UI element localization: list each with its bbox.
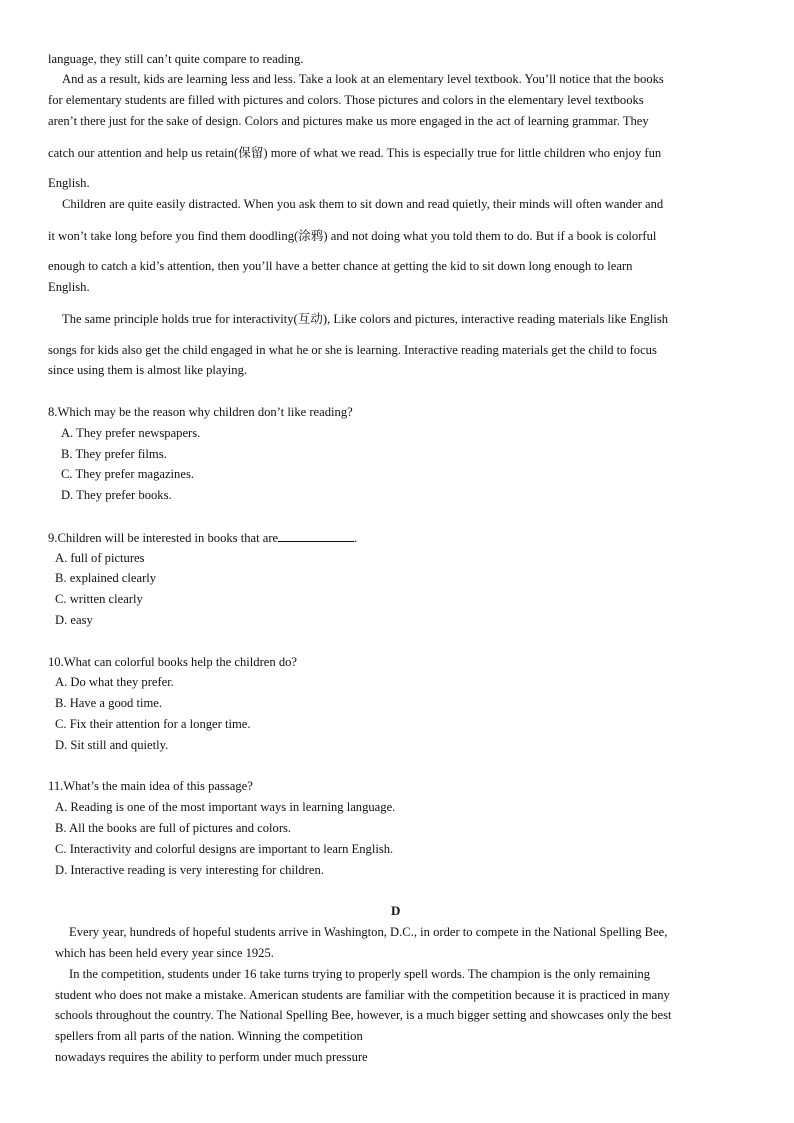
passage-line: English. — [48, 280, 90, 294]
passage-line: In the competition, students under 16 take turns trying to properly spell words. The champion is the only remaining — [69, 967, 651, 981]
question-stem-end: . — [354, 531, 358, 545]
question-stem: 8.Which may be the reason why children don’t like reading? — [48, 405, 353, 419]
option-b: B. explained clearly — [55, 571, 157, 585]
passage-line: it won’t take long before you find them doodling(涂鸦) and not doing what you told them to do. But if a book is colorful — [48, 229, 657, 243]
passage-line: The same principle holds true for interactivity(互动), Like colors and pictures, interactive reading materials like English — [62, 312, 669, 326]
section-heading: D — [391, 903, 401, 918]
passage-line: student who does not make a mistake. American students are familiar with the competition because it is practiced in many — [55, 988, 670, 1002]
option-c: C. Interactivity and colorful designs are important to learn English. — [55, 842, 394, 856]
passage-line: schools throughout the country. The National Spelling Bee, however, is a much bigger setting and showcases only the best — [55, 1008, 672, 1022]
passage-line: Every year, hundreds of hopeful students arrive in Washington, D.C., in order to compete in the National Spelling Bee, — [69, 925, 668, 939]
passage-line: for elementary students are filled with pictures and colors. Those pictures and colors in the elementary level textbooks — [48, 93, 644, 107]
option-d: D. They prefer books. — [61, 488, 172, 502]
answer-blank — [278, 529, 354, 542]
option-d: D. easy — [55, 613, 93, 627]
option-c: C. Fix their attention for a longer time. — [55, 717, 251, 731]
option-d: D. Interactive reading is very interesting for children. — [55, 863, 324, 877]
question-stem — [48, 529, 357, 546]
passage-line: aren’t there just for the sake of design. Colors and pictures make us more engaged in the act of learning grammar. They — [48, 114, 649, 128]
passage-line: songs for kids also get the child engaged in what he or she is learning. Interactive reading materials get the child to focus — [48, 343, 657, 357]
question-stem: 11.What’s the main idea of this passage? — [48, 779, 253, 793]
option-a: A. Reading is one of the most important ways in learning language. — [55, 800, 396, 814]
passage-line: enough to catch a kid’s attention, then you’ll have a better chance at getting the kid to sit down long enough to learn — [48, 259, 633, 273]
option-b: B. All the books are full of pictures and colors. — [55, 821, 292, 835]
passage-line: which has been held every year since 1925. — [55, 946, 274, 960]
option-b: B. They prefer films. — [61, 447, 167, 461]
passage-line: And as a result, kids are learning less and less. Take a look at an elementary level textbook. You’ll notice that the books — [62, 72, 664, 86]
passage-line: language, they still can’t quite compare to reading. — [48, 52, 304, 66]
passage-line: since using them is almost like playing. — [48, 363, 248, 377]
passage-line: Children are quite easily distracted. When you ask them to sit down and read quietly, their minds will often wander and — [62, 197, 664, 211]
option-a: A. full of pictures — [55, 551, 145, 565]
passage-line: catch our attention and help us retain(保留) more of what we read. This is especially true for little children who enjoy fun — [48, 146, 662, 160]
question-stem: 10.What can colorful books help the children do? — [48, 655, 297, 669]
option-d: D. Sit still and quietly. — [55, 738, 169, 752]
option-c: C. written clearly — [55, 592, 143, 606]
passage-line: spellers from all parts of the nation. Winning the competition — [55, 1029, 363, 1043]
option-b: B. Have a good time. — [55, 696, 163, 710]
passage-line: English. — [48, 176, 90, 190]
option-a: A. They prefer newspapers. — [61, 426, 201, 440]
option-a: A. Do what they prefer. — [55, 675, 174, 689]
passage-line: nowadays requires the ability to perform under much pressure — [55, 1050, 368, 1064]
option-c: C. They prefer magazines. — [61, 467, 194, 481]
question-stem-text: 9.Children will be interested in books that are — [48, 531, 279, 545]
